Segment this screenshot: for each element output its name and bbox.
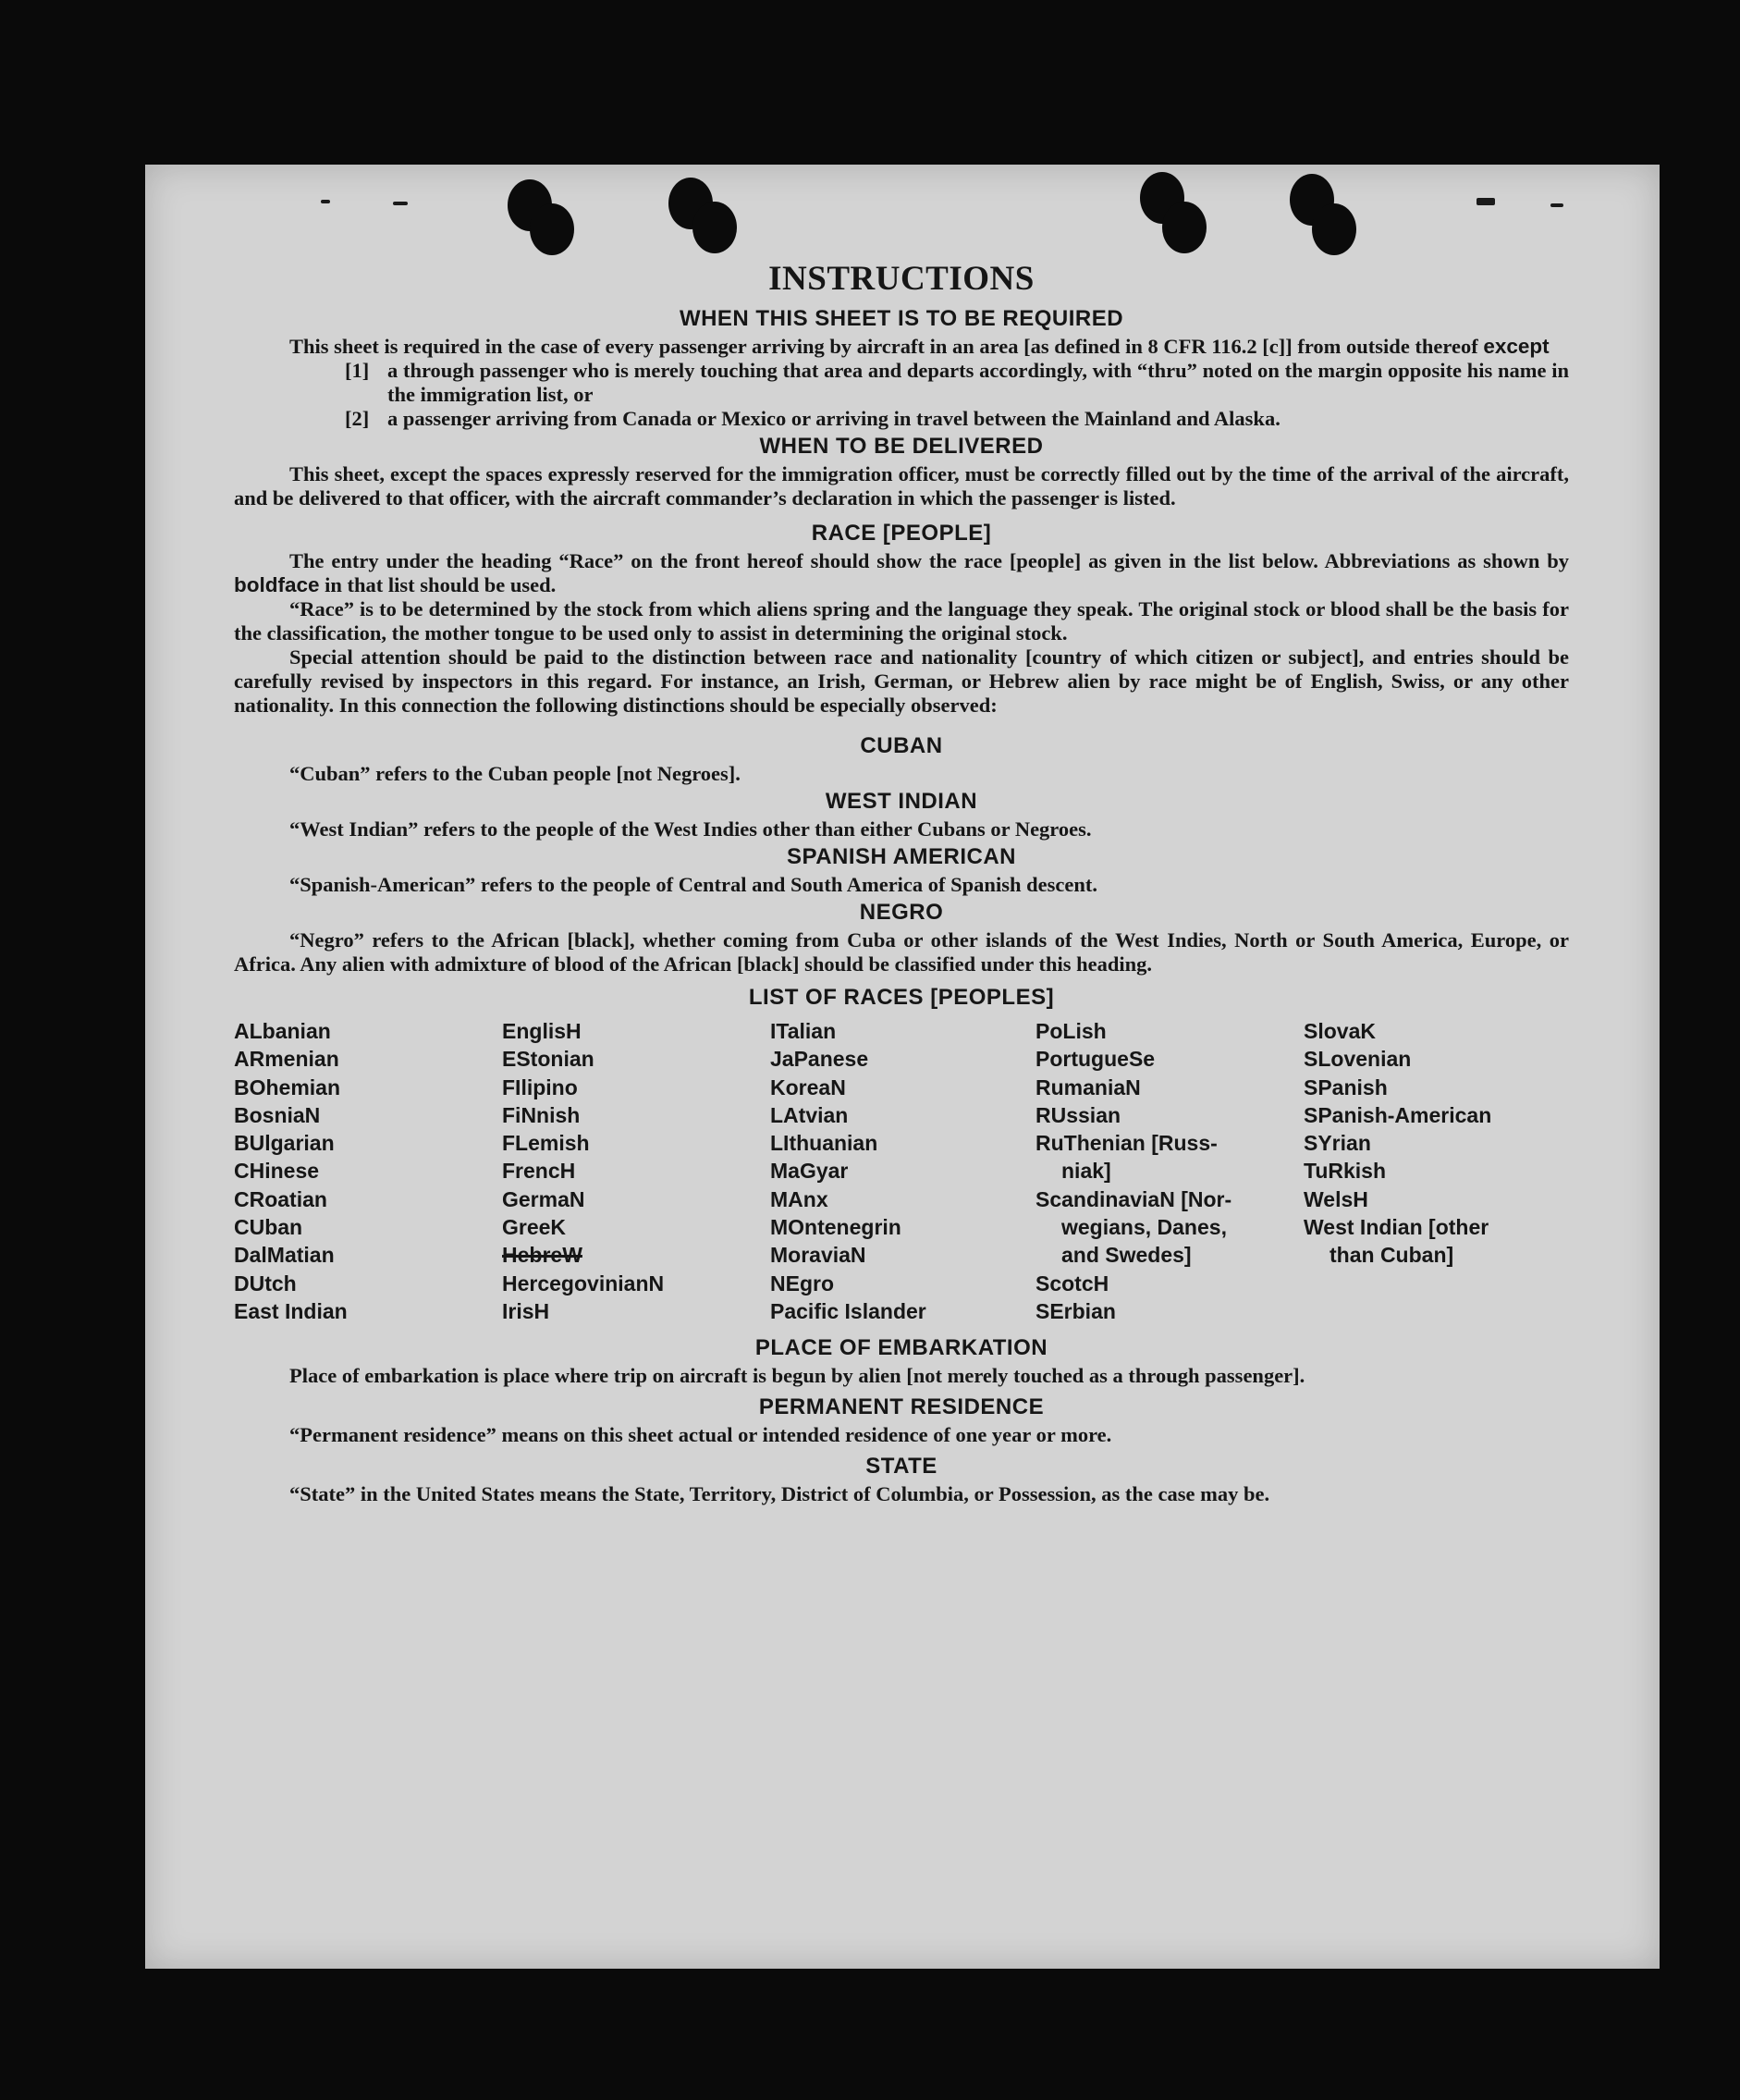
race-item: LAtvian [770,1102,849,1127]
punch-hole [1162,202,1207,253]
required-intro: This sheet is required in the case of every passenger arriving by aircraft in an area [as defined in 8 CFR 116.2 [c]] from outside thereof except [289,335,1550,358]
race-item: RUssian [1035,1102,1121,1127]
race-item: RumaniaN [1035,1075,1141,1099]
race-item: MOntenegrin [770,1215,901,1240]
race-item: Pacific Islander [770,1298,926,1323]
race-item: FrencH [502,1159,576,1184]
race-item: RuThenian [Russ- [1035,1131,1218,1156]
west-indian-text: “West Indian” refers to the people of the West Indies other than either Cubans or Negroes. [289,817,1092,841]
race-item: WelsH [1304,1186,1368,1211]
exception-item [234,407,1569,431]
boldface-emphasis: boldface [234,573,320,596]
race-item: MaGyar [770,1159,849,1184]
heading-cuban: CUBAN [860,733,943,758]
race-item: FiNnish [502,1102,581,1127]
race-item: and Swedes] [1061,1243,1192,1268]
race-paragraph-1: The entry under the heading “Race” on the front hereof should show the race [people] as given in the list below. Abbreviations as shown by boldface in that list should be used. [234,549,1569,596]
race-item: LIthuanian [770,1131,878,1156]
race-paragraph-3: Special attention should be paid to the distinction between race and nationality [country of which citizen or subject], and entries should be carefully revised by inspectors in this regard. For instance, an Irish, German, or Hebrew alien by race might be of English, Swiss, or any other nationality. In this connection the following distinctions should be especially observed: [234,645,1569,717]
race-item: TuRkish [1304,1159,1387,1184]
race-item: SLovenian [1304,1047,1412,1072]
race-item: CUban [234,1215,303,1240]
punch-hole [530,203,574,255]
race-column [234,1017,502,1325]
race-list [234,1017,1569,1325]
edge-mark [1550,203,1563,207]
race-item: ScandinaviaN [Nor- [1035,1186,1232,1211]
heading-place-of-embarkation: PLACE OF EMBARKATION [754,1335,1048,1361]
race-item: niak] [1061,1159,1111,1184]
race-item: wegians, Danes, [1061,1215,1227,1240]
punch-hole [1312,203,1356,255]
document-sheet [145,165,1660,1969]
except-emphasis: except [1483,335,1550,358]
heading-when-required: WHEN THIS SHEET IS TO BE REQUIRED [679,306,1124,331]
instructions-content [234,259,1569,1506]
race-paragraph-2: “Race” is to be determined by the stock from which aliens spring and the language they speak. The original stock or blood shall be the basis for the classification, the mother tongue to be used only to assist in determining the original stock. [234,597,1569,645]
residence-text: “Permanent residence” means on this sheet actual or intended residence of one year or more. [289,1423,1112,1447]
exception-text: a passenger arriving from Canada or Mexico or arriving in travel between the Mainland and Alaska. [387,407,1280,430]
edge-mark [1477,198,1495,205]
race-column [1304,1017,1569,1325]
edge-mark [393,202,408,205]
race-item: West Indian [other [1304,1215,1489,1240]
cuban-text: “Cuban” refers to the Cuban people [not Negroes]. [289,762,741,785]
race-item: ITalian [770,1019,837,1043]
race-item: ScotcH [1035,1271,1109,1296]
race-item: KoreaN [770,1075,846,1099]
heading-list-of-races: LIST OF RACES [PEOPLES] [748,985,1055,1010]
punch-hole [692,202,737,253]
race-item: DUtch [234,1271,297,1296]
race-item: MoraviaN [770,1243,866,1268]
race-item: SYrian [1304,1131,1371,1156]
race-item: CRoatian [234,1186,327,1211]
race-item: EnglisH [502,1019,582,1043]
exception-number: [1] [345,359,370,382]
race-item: BosniaN [234,1102,321,1127]
race-item: BUlgarian [234,1131,335,1156]
race-column [1035,1017,1304,1325]
edge-mark [321,200,330,203]
race-item: FIlipino [502,1075,578,1099]
race-item: NEgro [770,1271,834,1296]
race-item: MAnx [770,1186,828,1211]
race-item: ALbanian [234,1019,331,1043]
race-column [502,1017,770,1325]
heading-race: RACE [PEOPLE] [811,521,992,546]
race-item: SlovaK [1304,1019,1376,1043]
race-item: BOhemian [234,1075,341,1099]
heading-permanent-residence: PERMANENT RESIDENCE [758,1394,1045,1420]
embarkation-text: Place of embarkation is place where trip on aircraft is begun by alien [not merely touched as a through passenger]. [289,1364,1305,1388]
race-item-struck: HebreW [502,1243,582,1268]
race-item: ARmenian [234,1047,339,1072]
race-item: than Cuban] [1330,1243,1454,1268]
race-item: EStonian [502,1047,594,1072]
heading-spanish-american: SPANISH AMERICAN [786,844,1016,869]
race-item: HercegovinianN [502,1271,665,1296]
heading-state: STATE [865,1454,937,1480]
race-item: GreeK [502,1215,567,1240]
race-item: FLemish [502,1131,590,1156]
spanish-american-text: “Spanish-American” refers to the people of Central and South America of Spanish descent. [289,873,1097,896]
race-item: GermaN [502,1186,585,1211]
heading-negro: NEGRO [859,900,944,925]
race-item: DalMatian [234,1243,335,1268]
heading-west-indian: WEST INDIAN [825,789,978,814]
exception-item [234,359,1569,407]
race-item: East Indian [234,1298,348,1323]
exception-number: [2] [345,407,370,430]
race-item: SPanish-American [1304,1102,1492,1127]
race-item: JaPanese [770,1047,869,1072]
race-item: PoLish [1035,1019,1107,1043]
exception-text: a through passenger who is merely touching that area and departs accordingly, with “thru” noted on the margin opposite his name in the immigration list, or [387,359,1569,406]
race-item: SPanish [1304,1075,1388,1099]
heading-when-delivered: WHEN TO BE DELIVERED [759,434,1044,459]
race-item: IrisH [502,1298,550,1323]
race-item: SErbian [1035,1298,1116,1323]
negro-text: “Negro” refers to the African [black], whether coming from Cuba or other islands of the West Indies, North or South America, Europe, or Africa. Any alien with admixture of blood of the African [black] should be classified under this heading. [234,928,1569,976]
state-text: “State” in the United States means the State, Territory, District of Columbia, or Possession, as the case may be. [289,1482,1270,1506]
race-item: PortugueSe [1035,1047,1156,1072]
race-item: CHinese [234,1159,320,1184]
page-title: INSTRUCTIONS [768,260,1035,298]
delivered-text: This sheet, except the spaces expressly reserved for the immigration officer, must be correctly filled out by the time of the arrival of the aircraft, and be delivered to that officer, with the aircraft commander’s declaration in which the passenger is listed. [234,462,1569,510]
race-column [770,1017,1035,1325]
